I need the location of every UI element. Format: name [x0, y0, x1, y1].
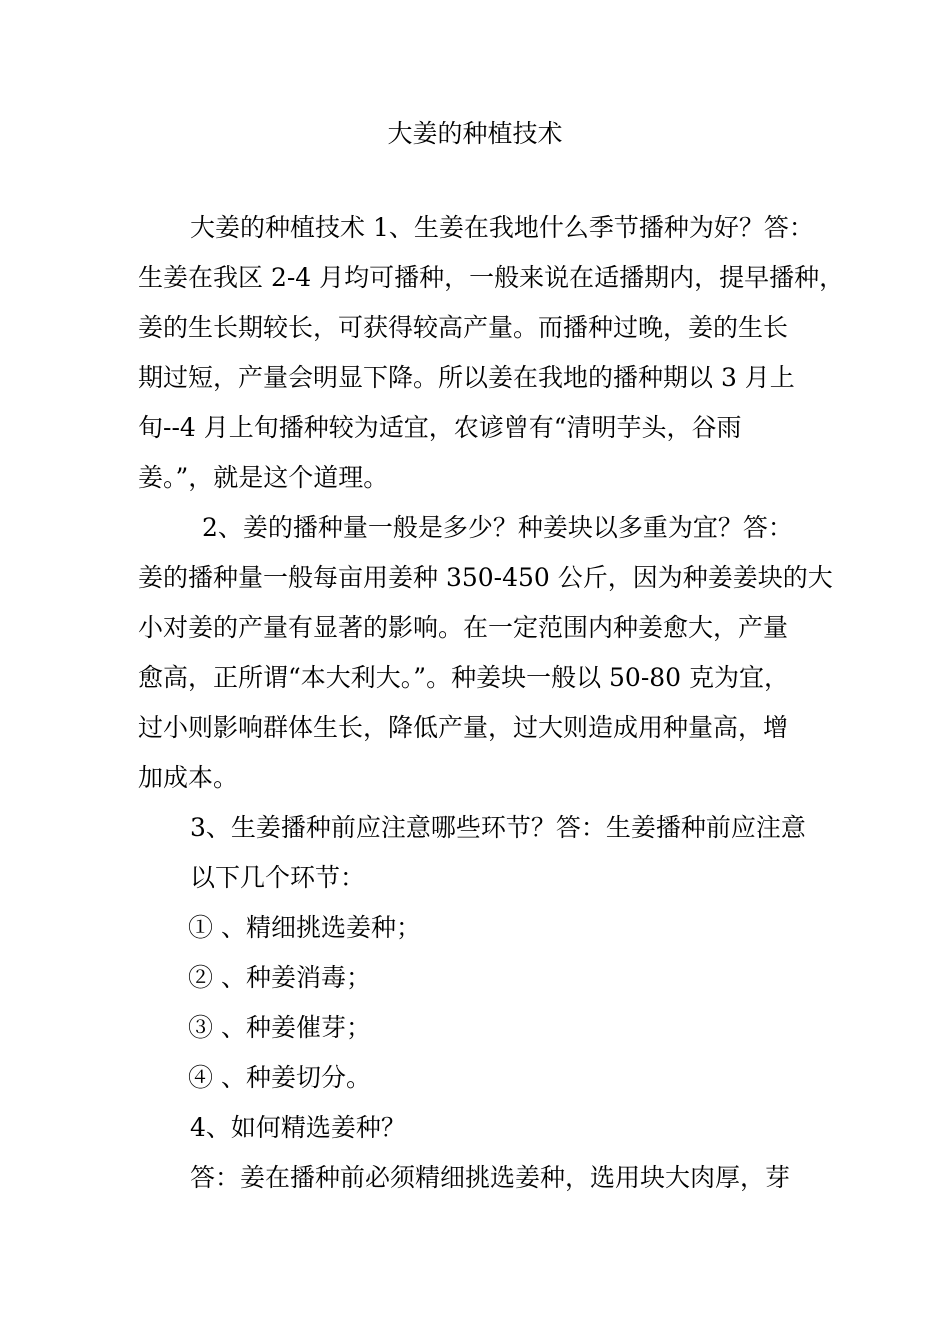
q1-line-5: 旬--4 月上旬播种较为适宜，农谚曾有“清明芋头，谷雨	[138, 413, 742, 442]
q1-line-1: 大姜的种植技术 1、生姜在我地什么季节播种为好？答：	[190, 213, 814, 242]
q1-line-2: 生姜在我区 2-4 月均可播种，一般来说在适播期内，提早播种，	[138, 263, 845, 292]
q3-list-item: ① 、精细挑选姜种；	[188, 913, 421, 942]
document-title: 大姜的种植技术	[387, 119, 563, 148]
q2-line-3: 小对姜的产量有显著的影响。在一定范围内种姜愈大，产量	[138, 613, 789, 642]
q3-list-item: ③ 、种姜催芽；	[188, 1013, 371, 1042]
q1-line-4: 期过短，产量会明显下降。所以姜在我地的播种期以 3 月上	[138, 363, 795, 392]
q4-answer-line: 答：姜在播种前必须精细挑选姜种，选用块大肉厚，芽	[190, 1163, 791, 1192]
q2-line-4: 愈高，正所谓“本大利大。”。种姜块一般以 50-80 克为宜，	[138, 663, 790, 692]
q2-line-2: 姜的播种量一般每亩用姜种 350-450 公斤，因为种姜姜块的大	[138, 563, 833, 592]
q3-line-2: 以下几个环节：	[190, 863, 366, 892]
q3-line-1: 3、生姜播种前应注意哪些环节？答：生姜播种前应注意	[190, 813, 806, 842]
q1-line-6: 姜。”，就是这个道理。	[138, 463, 389, 492]
q3-list-item: ④ 、种姜切分。	[188, 1063, 371, 1092]
q2-line-1: 2、姜的播种量一般是多少？种姜块以多重为宜？答：	[202, 513, 793, 542]
q2-line-6: 加成本。	[138, 763, 239, 792]
q1-line-3: 姜的生长期较长，可获得较高产量。而播种过晚，姜的生长	[138, 313, 789, 342]
q3-list-item: ② 、种姜消毒；	[188, 963, 371, 992]
q4-question: 4、如何精选姜种？	[190, 1113, 406, 1142]
q2-line-5: 过小则影响群体生长，降低产量，过大则造成用种量高，增	[138, 713, 789, 742]
